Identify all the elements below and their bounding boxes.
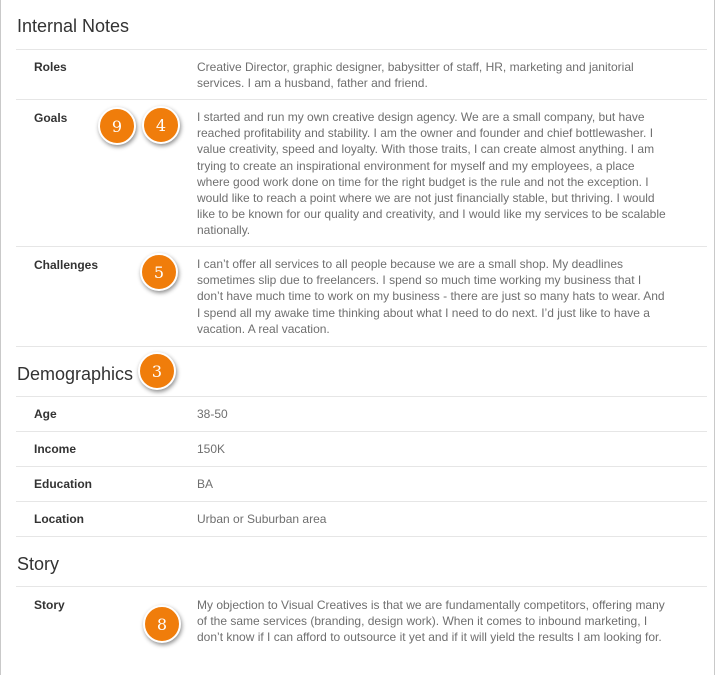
annotation-badge: 3 bbox=[138, 352, 176, 390]
divider bbox=[16, 586, 707, 587]
divider bbox=[16, 246, 707, 247]
divider bbox=[16, 431, 707, 432]
value-education: BA bbox=[197, 477, 214, 491]
divider bbox=[16, 99, 707, 100]
label-education: Education bbox=[34, 477, 93, 491]
divider bbox=[16, 536, 707, 537]
divider bbox=[16, 396, 707, 397]
label-age: Age bbox=[34, 407, 57, 421]
divider bbox=[16, 49, 707, 50]
annotation-badge: 8 bbox=[143, 605, 181, 643]
section-title-story: Story bbox=[17, 554, 60, 574]
divider bbox=[16, 346, 707, 347]
value-roles: Creative Director, graphic designer, babysitter of staff, HR, marketing and janitorial services. I am a husband, father and friend. bbox=[197, 60, 634, 91]
divider bbox=[16, 466, 707, 467]
annotation-badge: 4 bbox=[142, 106, 180, 144]
label-story: Story bbox=[34, 598, 65, 612]
value-challenges: I can’t offer all services to all people because we are a small shop. My deadlines sometimes slip due to freelancers. I spend so much time working my business that I don’t have much time to work on my business - there are just so many hats to wear. And I spend all my awake time thinking about what I need to do next. I’d just like to have a vacation. A real vacation. bbox=[197, 257, 665, 336]
value-age: 38-50 bbox=[197, 407, 228, 421]
divider bbox=[16, 501, 707, 502]
annotation-badge: 5 bbox=[140, 253, 178, 291]
label-roles: Roles bbox=[34, 60, 67, 74]
label-challenges: Challenges bbox=[34, 258, 99, 272]
value-location: Urban or Suburban area bbox=[197, 512, 327, 526]
annotation-badge: 9 bbox=[98, 107, 136, 145]
label-income: Income bbox=[34, 442, 77, 456]
value-income: 150K bbox=[197, 442, 226, 456]
section-title-internal-notes: Internal Notes bbox=[17, 16, 130, 36]
section-title-demographics: Demographics bbox=[17, 364, 134, 384]
label-goals: Goals bbox=[34, 111, 68, 125]
label-location: Location bbox=[34, 512, 84, 526]
value-story: My objection to Visual Creatives is that we are fundamentally competitors, offering many of the same services (branding, design work). When it comes to inbound marketing, I don’t know if I can afford to outsource it yet and if it will yield the results I am looking for. bbox=[197, 598, 665, 645]
value-goals: I started and run my own creative design agency. We are a small company, but have reached profitability and stability. I am the owner and founder and chief bottlewasher. I value creativity, speed and loyalty. With those traits, I can create almost anything. I am trying to create an inspirational environment for myself and my employees, a place where good work done on time for the right budget is the rule and not the exception. I would like to reach a point where we are not just financially stable, but thriving. I would like to be known for our quality and creativity, and I would like my services to be scalable nationally. bbox=[197, 110, 666, 238]
